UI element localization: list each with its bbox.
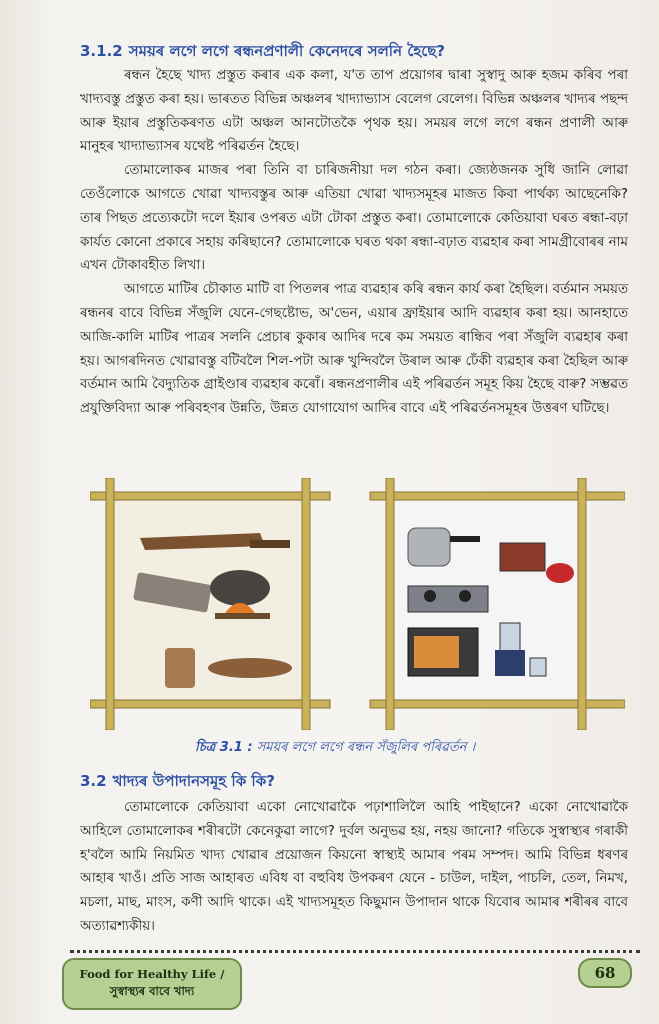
cooking-tools-illustration xyxy=(90,478,625,730)
section-3-2-body xyxy=(80,796,628,939)
traditional-tools-panel xyxy=(90,478,330,730)
section-heading-3-2 xyxy=(80,770,275,795)
section-3-1-2-body xyxy=(80,64,628,421)
section-title: খাদ্যৰ উপাদানসমূহ কি কি? xyxy=(112,772,275,790)
modern-tools-panel xyxy=(370,478,625,730)
figure-caption xyxy=(195,738,475,759)
paragraph: ৰন্ধন হৈছে খাদ্য প্ৰস্তুত কৰাৰ এক কলা, য'ত তাপ প্ৰয়োগৰ দ্বাৰা সুস্বাদু আৰু হজম কৰিব পৰা খাদ্যবস্তু প্ৰস্তুত কৰা হয়। ভাৰতত বিভিন্ন অঞ্চলৰ খাদ্যাভ্যাস বেলেগ বেলেগ। বিভিন্ন অঞ্চলৰ খাদ্যৰ পছন্দ আৰু ইয়াৰ প্ৰস্তুতিকৰণত এটা অঞ্চল আনটোতকৈ পৃথক হয়। সময়ৰ লগে লগে ৰন্ধন প্ৰণালী আৰু মানুহৰ খাদ্যাভ্যাসৰ যথেষ্ট পৰিৱৰ্তন হৈছে। xyxy=(80,68,628,155)
paragraph: তোমালোকৰ মাজৰ পৰা তিনি বা চাৰিজনীয়া দল গঠন কৰা। জ্যেষ্ঠজনক সুধি জানি লোৱা তেওঁলোকে আগতে খোৱা খাদ্যবস্তুৰ আৰু এতিয়া খোৱা খাদ্যসমূহৰ মাজত কিবা পাৰ্থক্য আছেনেকি? তাৰ পিছত প্ৰত্যেকটো দলে ইয়াৰ ওপৰত এটা টোকা প্ৰস্তুত কৰা। তোমালোকে কেতিয়াবা ঘৰত ৰন্ধা-বঢ়া কাৰ্যত কোনো প্ৰকাৰে সহায় কৰিছানে? তোমালোকে ঘৰত থকা ৰন্ধা-বঢ়াত ব্যৱহাৰ কৰা সামগ্ৰীবোৰৰ নাম এখন টোকাবহীত লিখা। xyxy=(80,163,628,274)
book-title-assamese: সুস্বাস্থ্যৰ বাবে খাদ্য xyxy=(109,984,195,998)
section-title: সময়ৰ লগে লগে ৰন্ধনপ্ৰণালী কেনেদৰে সলনি হৈছে? xyxy=(128,42,446,60)
footer-divider xyxy=(70,950,640,953)
figure-caption-text: সময়ৰ লগে লগে ৰন্ধন সঁজুলিৰ পৰিৱৰ্তন । xyxy=(256,740,476,755)
paragraph: আগতে মাটিৰ চৌকাত মাটি বা পিতলৰ পাত্ৰ ব্যৱহাৰ কৰি ৰন্ধন কাৰ্য কৰা হৈছিল। বৰ্তমান সময়ত ৰন্ধনৰ বাবে বিভিন্ন সঁজুলি যেনে-গেছষ্টোভ, অ'ভেন, এয়াৰ ফ্ৰাইয়াৰ আদি ব্যৱহাৰ কৰা হয়। আনহাতে আজি-কালি মাটিৰ পাত্ৰৰ সলনি প্ৰেচাৰ কুকাৰ আদিৰ দৰে কম সময়ত ৰান্ধিব পৰা সঁজুলি ব্যৱহাৰ কৰা হয়। আগৰদিনত খোৱাবস্তু বটিবলৈ শিল-পটা আৰু খুন্দিবলৈ উৰাল আৰু ঢেঁকী ব্যৱহাৰ কৰা হৈছিল আৰু বৰ্তমান আমি বৈদ্যুতিক গ্ৰাইণ্ডাৰ ব্যৱহাৰ কৰোঁ। ৰন্ধনপ্ৰণালীৰ এই পৰিৱৰ্তন সমূহ কিয় হৈছে বাৰু? সম্ভৱত প্ৰযুক্তিবিদ্যা আৰু পৰিবহণৰ উন্নতি, উন্নত যোগাযোগ আদিৰ বাবে এই পৰিৱৰ্তনসমূহৰ উত্তৰণ ঘটিছে। xyxy=(80,282,628,417)
section-heading-3-1-2 xyxy=(80,40,445,65)
page-number: 68 xyxy=(578,958,632,988)
book-title-tab xyxy=(62,958,242,1010)
section-number: 3.1.2 xyxy=(80,42,123,60)
book-title-english: Food for Healthy Life / xyxy=(79,967,225,981)
paragraph: তোমালোকে কেতিয়াবা একো নোখোৱাকৈ পঢ়াশালিলৈ আহি পাইছানে? একো নোখোৱাকৈ আহিলে তোমালোকৰ শৰীৰটো কেনেকুৱা লাগে? দুৰ্বল অনুভৱ হয়, নহয় জানো? গতিকে সুস্বাস্থ্যৰ গৰাকী হ'বলৈ আমি নিয়মিত খাদ্য খোৱাৰ প্ৰয়োজন কিয়নো স্বাস্থ্যই আমাৰ পৰম সম্পদ। আমি বিভিন্ন ধৰণৰ আহাৰ খাওঁ। প্ৰতি সাজ আহাৰত এবিধ বা বহুবিধ উপকৰণ যেনে - চাউল, দাইল, পাচলি, তেল, নিমখ, মচলা, মাছ, মাংস, কণী আদি থাকে। এই খাদ্যসমূহত কিছুমান উপাদান থাকে যিবোৰ আমাৰ শৰীৰৰ বাবে অত্যাৱশ্যকীয়। xyxy=(80,800,628,934)
figure-label: চিত্ৰ 3.1 : xyxy=(195,740,253,755)
section-number: 3.2 xyxy=(80,772,107,790)
